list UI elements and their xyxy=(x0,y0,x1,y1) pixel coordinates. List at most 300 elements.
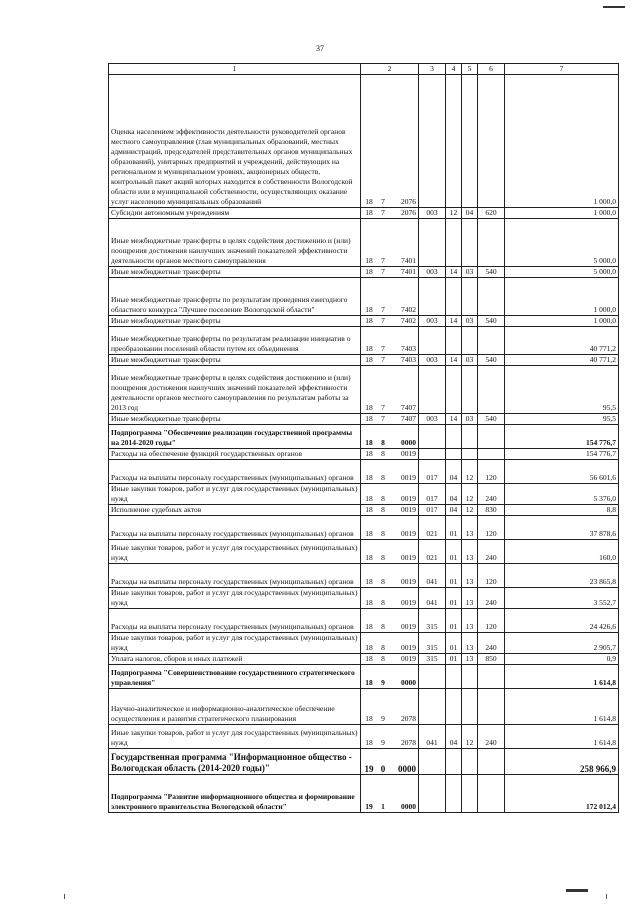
expense-type-code xyxy=(478,366,505,414)
row-name: Иные межбюджетные трансферты по результатам реализации инициатив о преобразовании поселений области путем их объединения xyxy=(109,327,361,355)
table-row xyxy=(109,665,619,689)
program-code-part: 7 xyxy=(381,267,385,276)
subsection-code xyxy=(462,449,478,460)
subsection-code xyxy=(462,327,478,355)
scan-mark-bottom xyxy=(566,889,588,892)
ministry-code xyxy=(419,665,446,689)
row-name: Расходы на выплаты персоналу государственных (муниципальных) органов xyxy=(109,609,361,633)
section-code: 01 xyxy=(446,654,462,665)
program-code-part: 18 xyxy=(365,643,373,652)
row-name: Научно-аналитическое и информационно-аналитическое обеспечение осуществления и развития стратегического планирования xyxy=(109,689,361,725)
ministry-code: 315 xyxy=(419,609,446,633)
column-header: 3 xyxy=(419,64,446,75)
ministry-code xyxy=(419,749,446,775)
expense-type-code: 540 xyxy=(478,267,505,278)
program-code xyxy=(361,460,419,484)
section-code: 14 xyxy=(446,267,462,278)
program-code xyxy=(361,484,419,505)
section-code: 14 xyxy=(446,414,462,425)
program-code-part: 0019 xyxy=(401,577,416,586)
expense-type-code xyxy=(478,219,505,267)
amount: 1 614,8 xyxy=(505,665,619,689)
table-row xyxy=(109,588,619,609)
program-code-part: 18 xyxy=(365,403,373,412)
program-code xyxy=(361,654,419,665)
program-code-part: 18 xyxy=(365,622,373,631)
subsection-code xyxy=(462,665,478,689)
amount: 1 000,0 xyxy=(505,316,619,327)
section-code: 04 xyxy=(446,484,462,505)
expense-type-code xyxy=(478,689,505,725)
row-name: Иные закупки товаров, работ и услуг для государственных (муниципальных) нужд xyxy=(109,540,361,564)
ministry-code xyxy=(419,327,446,355)
program-code-part: 18 xyxy=(365,473,373,482)
program-code-part: 8 xyxy=(381,473,385,482)
amount: 23 865,8 xyxy=(505,564,619,588)
expense-type-code: 120 xyxy=(478,516,505,540)
section-code xyxy=(446,75,462,208)
program-code xyxy=(361,689,419,725)
table-row xyxy=(109,609,619,633)
row-name: Иные закупки товаров, работ и услуг для государственных (муниципальных) нужд xyxy=(109,588,361,609)
program-code-part: 18 xyxy=(365,714,373,723)
row-name: Иные закупки товаров, работ и услуг для государственных (муниципальных) нужд xyxy=(109,633,361,654)
ministry-code xyxy=(419,75,446,208)
program-code-part: 18 xyxy=(365,316,373,325)
amount: 1 614,8 xyxy=(505,725,619,749)
ministry-code: 041 xyxy=(419,725,446,749)
program-code-part: 0000 xyxy=(401,438,416,447)
amount: 5 376,0 xyxy=(505,484,619,505)
amount: 24 426,6 xyxy=(505,609,619,633)
subsection-code: 13 xyxy=(462,633,478,654)
table-row xyxy=(109,278,619,316)
program-code-part: 8 xyxy=(381,449,385,458)
section-code: 04 xyxy=(446,505,462,516)
subsection-code: 13 xyxy=(462,564,478,588)
expense-type-code: 240 xyxy=(478,588,505,609)
table-row xyxy=(109,505,619,516)
program-code-part: 9 xyxy=(381,678,385,687)
program-code-part: 9 xyxy=(381,714,385,723)
ministry-code: 003 xyxy=(419,208,446,219)
program-code-part: 0019 xyxy=(401,529,416,538)
ministry-code: 041 xyxy=(419,588,446,609)
program-code-part: 8 xyxy=(381,643,385,652)
table-row xyxy=(109,366,619,414)
program-code xyxy=(361,540,419,564)
section-code xyxy=(446,775,462,813)
table-row xyxy=(109,749,619,775)
program-code xyxy=(361,564,419,588)
program-code-part: 18 xyxy=(365,355,373,364)
ministry-code: 017 xyxy=(419,460,446,484)
subsection-code: 12 xyxy=(462,725,478,749)
expense-type-code: 120 xyxy=(478,460,505,484)
program-code-part: 7407 xyxy=(401,414,416,423)
amount: 1 614,8 xyxy=(505,689,619,725)
table-row xyxy=(109,633,619,654)
section-code: 01 xyxy=(446,516,462,540)
program-code-part: 18 xyxy=(365,414,373,423)
program-code-part: 0019 xyxy=(401,553,416,562)
program-code-part: 18 xyxy=(365,449,373,458)
expense-type-code: 850 xyxy=(478,654,505,665)
amount: 2 905,7 xyxy=(505,633,619,654)
program-code-part: 8 xyxy=(381,622,385,631)
program-code xyxy=(361,355,419,366)
program-code-part: 18 xyxy=(365,553,373,562)
expense-type-code xyxy=(478,665,505,689)
table-row xyxy=(109,516,619,540)
row-name: Иные межбюджетные трансферты по результатам проведения ежегодного областного конкурса "Лучшее поселение Вологодской области" xyxy=(109,278,361,316)
program-code xyxy=(361,267,419,278)
expense-type-code xyxy=(478,749,505,775)
column-header: 5 xyxy=(462,64,478,75)
program-code-part: 7 xyxy=(381,256,385,265)
program-code-part: 18 xyxy=(365,344,373,353)
amount: 56 601,6 xyxy=(505,460,619,484)
subsection-code xyxy=(462,689,478,725)
program-code-part: 0019 xyxy=(401,598,416,607)
expense-type-code: 540 xyxy=(478,316,505,327)
subsection-code: 13 xyxy=(462,609,478,633)
program-code-part: 7 xyxy=(381,403,385,412)
row-name: Расходы на выплаты персоналу государственных (муниципальных) органов xyxy=(109,564,361,588)
program-code xyxy=(361,775,419,813)
expense-type-code: 240 xyxy=(478,725,505,749)
table-row xyxy=(109,327,619,355)
program-code-part: 7 xyxy=(381,208,385,217)
ministry-code xyxy=(419,449,446,460)
subsection-code: 04 xyxy=(462,208,478,219)
program-code xyxy=(361,725,419,749)
section-code: 01 xyxy=(446,540,462,564)
row-name: Расходы на выплаты персоналу государственных (муниципальных) органов xyxy=(109,460,361,484)
expense-type-code: 540 xyxy=(478,414,505,425)
table-row xyxy=(109,540,619,564)
ministry-code: 003 xyxy=(419,355,446,366)
amount: 40 771,2 xyxy=(505,355,619,366)
expense-type-code xyxy=(478,775,505,813)
table-row xyxy=(109,75,619,208)
program-code-part: 2078 xyxy=(401,738,416,747)
program-code-part: 18 xyxy=(365,494,373,503)
program-code-part: 18 xyxy=(365,529,373,538)
expense-type-code xyxy=(478,449,505,460)
program-code xyxy=(361,316,419,327)
section-code xyxy=(446,278,462,316)
row-name: Расходы на обеспечение функций государственных органов xyxy=(109,449,361,460)
section-code: 01 xyxy=(446,564,462,588)
table-row xyxy=(109,689,619,725)
subsection-code xyxy=(462,219,478,267)
amount: 154 776,7 xyxy=(505,425,619,449)
table-row xyxy=(109,460,619,484)
table-row xyxy=(109,425,619,449)
program-code-part: 1 xyxy=(381,802,385,811)
amount: 37 878,6 xyxy=(505,516,619,540)
ministry-code: 003 xyxy=(419,267,446,278)
program-code-part: 9 xyxy=(381,738,385,747)
subsection-code: 12 xyxy=(462,505,478,516)
column-header: 4 xyxy=(446,64,462,75)
table-header-row xyxy=(109,64,619,75)
program-code-part: 0019 xyxy=(401,643,416,652)
expense-type-code: 240 xyxy=(478,540,505,564)
subsection-code: 13 xyxy=(462,654,478,665)
program-code-part: 0000 xyxy=(398,764,416,774)
ministry-code xyxy=(419,219,446,267)
program-code xyxy=(361,425,419,449)
ministry-code: 017 xyxy=(419,505,446,516)
table-row xyxy=(109,449,619,460)
table-row xyxy=(109,484,619,505)
program-code-part: 18 xyxy=(365,577,373,586)
ministry-code xyxy=(419,366,446,414)
row-name: Подпрограмма "Обеспечение реализации государственной программы на 2014-2020 годы" xyxy=(109,425,361,449)
program-code-part: 18 xyxy=(365,654,373,663)
subsection-code: 03 xyxy=(462,316,478,327)
program-code-part: 2078 xyxy=(401,714,416,723)
program-code-part: 18 xyxy=(365,678,373,687)
section-code: 01 xyxy=(446,633,462,654)
amount: 0,9 xyxy=(505,654,619,665)
ministry-code: 315 xyxy=(419,633,446,654)
program-code-part: 19 xyxy=(365,802,373,811)
amount: 5 000,0 xyxy=(505,219,619,267)
subsection-code: 03 xyxy=(462,267,478,278)
program-code xyxy=(361,414,419,425)
subsection-code xyxy=(462,366,478,414)
row-name: Иные межбюджетные трансферты в целях содействия достижению и (или) поощрения достижения наилучших значений показателей эффективности деятельности органов местного самоуправления xyxy=(109,219,361,267)
amount: 160,0 xyxy=(505,540,619,564)
program-code-part: 7 xyxy=(381,305,385,314)
expense-type-code: 620 xyxy=(478,208,505,219)
ministry-code: 315 xyxy=(419,654,446,665)
amount: 1 000,0 xyxy=(505,278,619,316)
section-code: 01 xyxy=(446,609,462,633)
row-name: Иные межбюджетные трансферты xyxy=(109,414,361,425)
section-code xyxy=(446,219,462,267)
section-code xyxy=(446,327,462,355)
program-code-part: 7 xyxy=(381,355,385,364)
program-code xyxy=(361,366,419,414)
section-code xyxy=(446,665,462,689)
ministry-code: 021 xyxy=(419,540,446,564)
program-code xyxy=(361,588,419,609)
program-code-part: 7402 xyxy=(401,316,416,325)
program-code-part: 8 xyxy=(381,577,385,586)
subsection-code: 03 xyxy=(462,414,478,425)
section-code: 14 xyxy=(446,316,462,327)
table-row xyxy=(109,414,619,425)
table-row xyxy=(109,316,619,327)
ministry-code: 021 xyxy=(419,516,446,540)
ministry-code: 041 xyxy=(419,564,446,588)
subsection-code: 13 xyxy=(462,516,478,540)
section-code: 14 xyxy=(446,355,462,366)
amount: 5 000,0 xyxy=(505,267,619,278)
row-name: Иные закупки товаров, работ и услуг для государственных (муниципальных) нужд xyxy=(109,725,361,749)
expense-type-code: 120 xyxy=(478,564,505,588)
expense-type-code xyxy=(478,327,505,355)
row-name: Иные межбюджетные трансферты xyxy=(109,355,361,366)
row-name: Исполнение судебных актов xyxy=(109,505,361,516)
program-code-part: 8 xyxy=(381,529,385,538)
ministry-code: 017 xyxy=(419,484,446,505)
table-row xyxy=(109,725,619,749)
row-name: Уплата налогов, сборов и иных платежей xyxy=(109,654,361,665)
program-code xyxy=(361,327,419,355)
program-code-part: 7407 xyxy=(401,403,416,412)
expense-type-code: 120 xyxy=(478,609,505,633)
budget-table xyxy=(108,63,619,813)
program-code-part: 8 xyxy=(381,654,385,663)
section-code: 01 xyxy=(446,588,462,609)
program-code-part: 18 xyxy=(365,197,373,206)
table-row xyxy=(109,267,619,278)
subsection-code xyxy=(462,775,478,813)
program-code-part: 0019 xyxy=(401,505,416,514)
program-code-part: 8 xyxy=(381,494,385,503)
program-code-part: 2076 xyxy=(401,197,416,206)
scan-mark-top xyxy=(603,6,625,8)
program-code xyxy=(361,516,419,540)
table-row xyxy=(109,208,619,219)
amount: 1 000,0 xyxy=(505,208,619,219)
program-code xyxy=(361,449,419,460)
subsection-code: 13 xyxy=(462,588,478,609)
subsection-code xyxy=(462,278,478,316)
amount: 172 012,4 xyxy=(505,775,619,813)
ministry-code xyxy=(419,689,446,725)
column-header: 1 xyxy=(109,64,361,75)
amount: 95,5 xyxy=(505,366,619,414)
program-code-part: 18 xyxy=(365,267,373,276)
program-code xyxy=(361,633,419,654)
table-body xyxy=(109,75,619,813)
program-code xyxy=(361,219,419,267)
program-code-part: 7 xyxy=(381,414,385,423)
expense-type-code: 240 xyxy=(478,633,505,654)
program-code-part: 0 xyxy=(380,764,386,774)
scan-dot xyxy=(64,894,65,899)
program-code-part: 18 xyxy=(365,505,373,514)
subsection-code: 12 xyxy=(462,484,478,505)
program-code-part: 18 xyxy=(365,208,373,217)
program-code-part: 7402 xyxy=(401,305,416,314)
row-name: Иные межбюджетные трансферты в целях содействия достижению и (или) поощрения достижения наилучших значений показателей эффективности деятельности органов местного самоуправления по результатам работы за 2013 год xyxy=(109,366,361,414)
section-code xyxy=(446,689,462,725)
amount: 1 000,0 xyxy=(505,75,619,208)
program-code xyxy=(361,609,419,633)
ministry-code: 003 xyxy=(419,414,446,425)
row-name: Подпрограмма "Развитие информационного общества и формирование электронного правительства Вологодской области" xyxy=(109,775,361,813)
ministry-code xyxy=(419,775,446,813)
program-code-part: 18 xyxy=(365,738,373,747)
expense-type-code xyxy=(478,75,505,208)
row-name: Подпрограмма "Совершенствование государственного стратегического управления" xyxy=(109,665,361,689)
amount: 154 776,7 xyxy=(505,449,619,460)
program-code xyxy=(361,749,419,775)
ministry-code xyxy=(419,278,446,316)
table-row xyxy=(109,219,619,267)
program-code-part: 7 xyxy=(381,316,385,325)
section-code: 04 xyxy=(446,460,462,484)
scan-dot xyxy=(606,894,607,899)
row-name: Расходы на выплаты персоналу государственных (муниципальных) органов xyxy=(109,516,361,540)
subsection-code: 13 xyxy=(462,540,478,564)
amount: 95,5 xyxy=(505,414,619,425)
section-code xyxy=(446,425,462,449)
program-code xyxy=(361,505,419,516)
amount: 258 966,9 xyxy=(505,749,619,775)
expense-type-code xyxy=(478,425,505,449)
program-code-part: 0019 xyxy=(401,449,416,458)
section-code xyxy=(446,449,462,460)
amount: 40 771,2 xyxy=(505,327,619,355)
row-name: Иные закупки товаров, работ и услуг для государственных (муниципальных) нужд xyxy=(109,484,361,505)
column-header: 6 xyxy=(478,64,505,75)
expense-type-code: 830 xyxy=(478,505,505,516)
program-code-part: 0000 xyxy=(401,802,416,811)
program-code-part: 7401 xyxy=(401,256,416,265)
table-row xyxy=(109,355,619,366)
subsection-code: 03 xyxy=(462,355,478,366)
program-code-part: 7403 xyxy=(401,355,416,364)
program-code-part: 8 xyxy=(381,553,385,562)
section-code: 12 xyxy=(446,208,462,219)
program-code-part: 18 xyxy=(365,256,373,265)
subsection-code xyxy=(462,75,478,208)
program-code-part: 7 xyxy=(381,344,385,353)
amount: 8,8 xyxy=(505,505,619,516)
expense-type-code: 540 xyxy=(478,355,505,366)
amount: 3 552,7 xyxy=(505,588,619,609)
row-name: Иные межбюджетные трансферты xyxy=(109,316,361,327)
section-code xyxy=(446,749,462,775)
ministry-code xyxy=(419,425,446,449)
row-name: Государственная программа "Информационное общество - Вологодская область (2014-2020 годы)" xyxy=(109,749,361,775)
program-code-part: 7 xyxy=(381,197,385,206)
expense-type-code xyxy=(478,278,505,316)
program-code-part: 8 xyxy=(381,598,385,607)
section-code: 04 xyxy=(446,725,462,749)
table-row xyxy=(109,564,619,588)
subsection-code: 12 xyxy=(462,460,478,484)
column-header: 7 xyxy=(505,64,619,75)
program-code-part: 18 xyxy=(365,305,373,314)
subsection-code xyxy=(462,749,478,775)
program-code-part: 19 xyxy=(364,764,374,774)
program-code-part: 7403 xyxy=(401,344,416,353)
ministry-code: 003 xyxy=(419,316,446,327)
program-code xyxy=(361,75,419,208)
program-code-part: 0019 xyxy=(401,473,416,482)
column-header: 2 xyxy=(361,64,419,75)
program-code xyxy=(361,278,419,316)
program-code-part: 8 xyxy=(381,438,385,447)
table-row xyxy=(109,654,619,665)
program-code-part: 0000 xyxy=(401,678,416,687)
program-code-part: 18 xyxy=(365,598,373,607)
program-code xyxy=(361,665,419,689)
subsection-code xyxy=(462,425,478,449)
program-code xyxy=(361,208,419,219)
program-code-part: 7401 xyxy=(401,267,416,276)
program-code-part: 0019 xyxy=(401,494,416,503)
